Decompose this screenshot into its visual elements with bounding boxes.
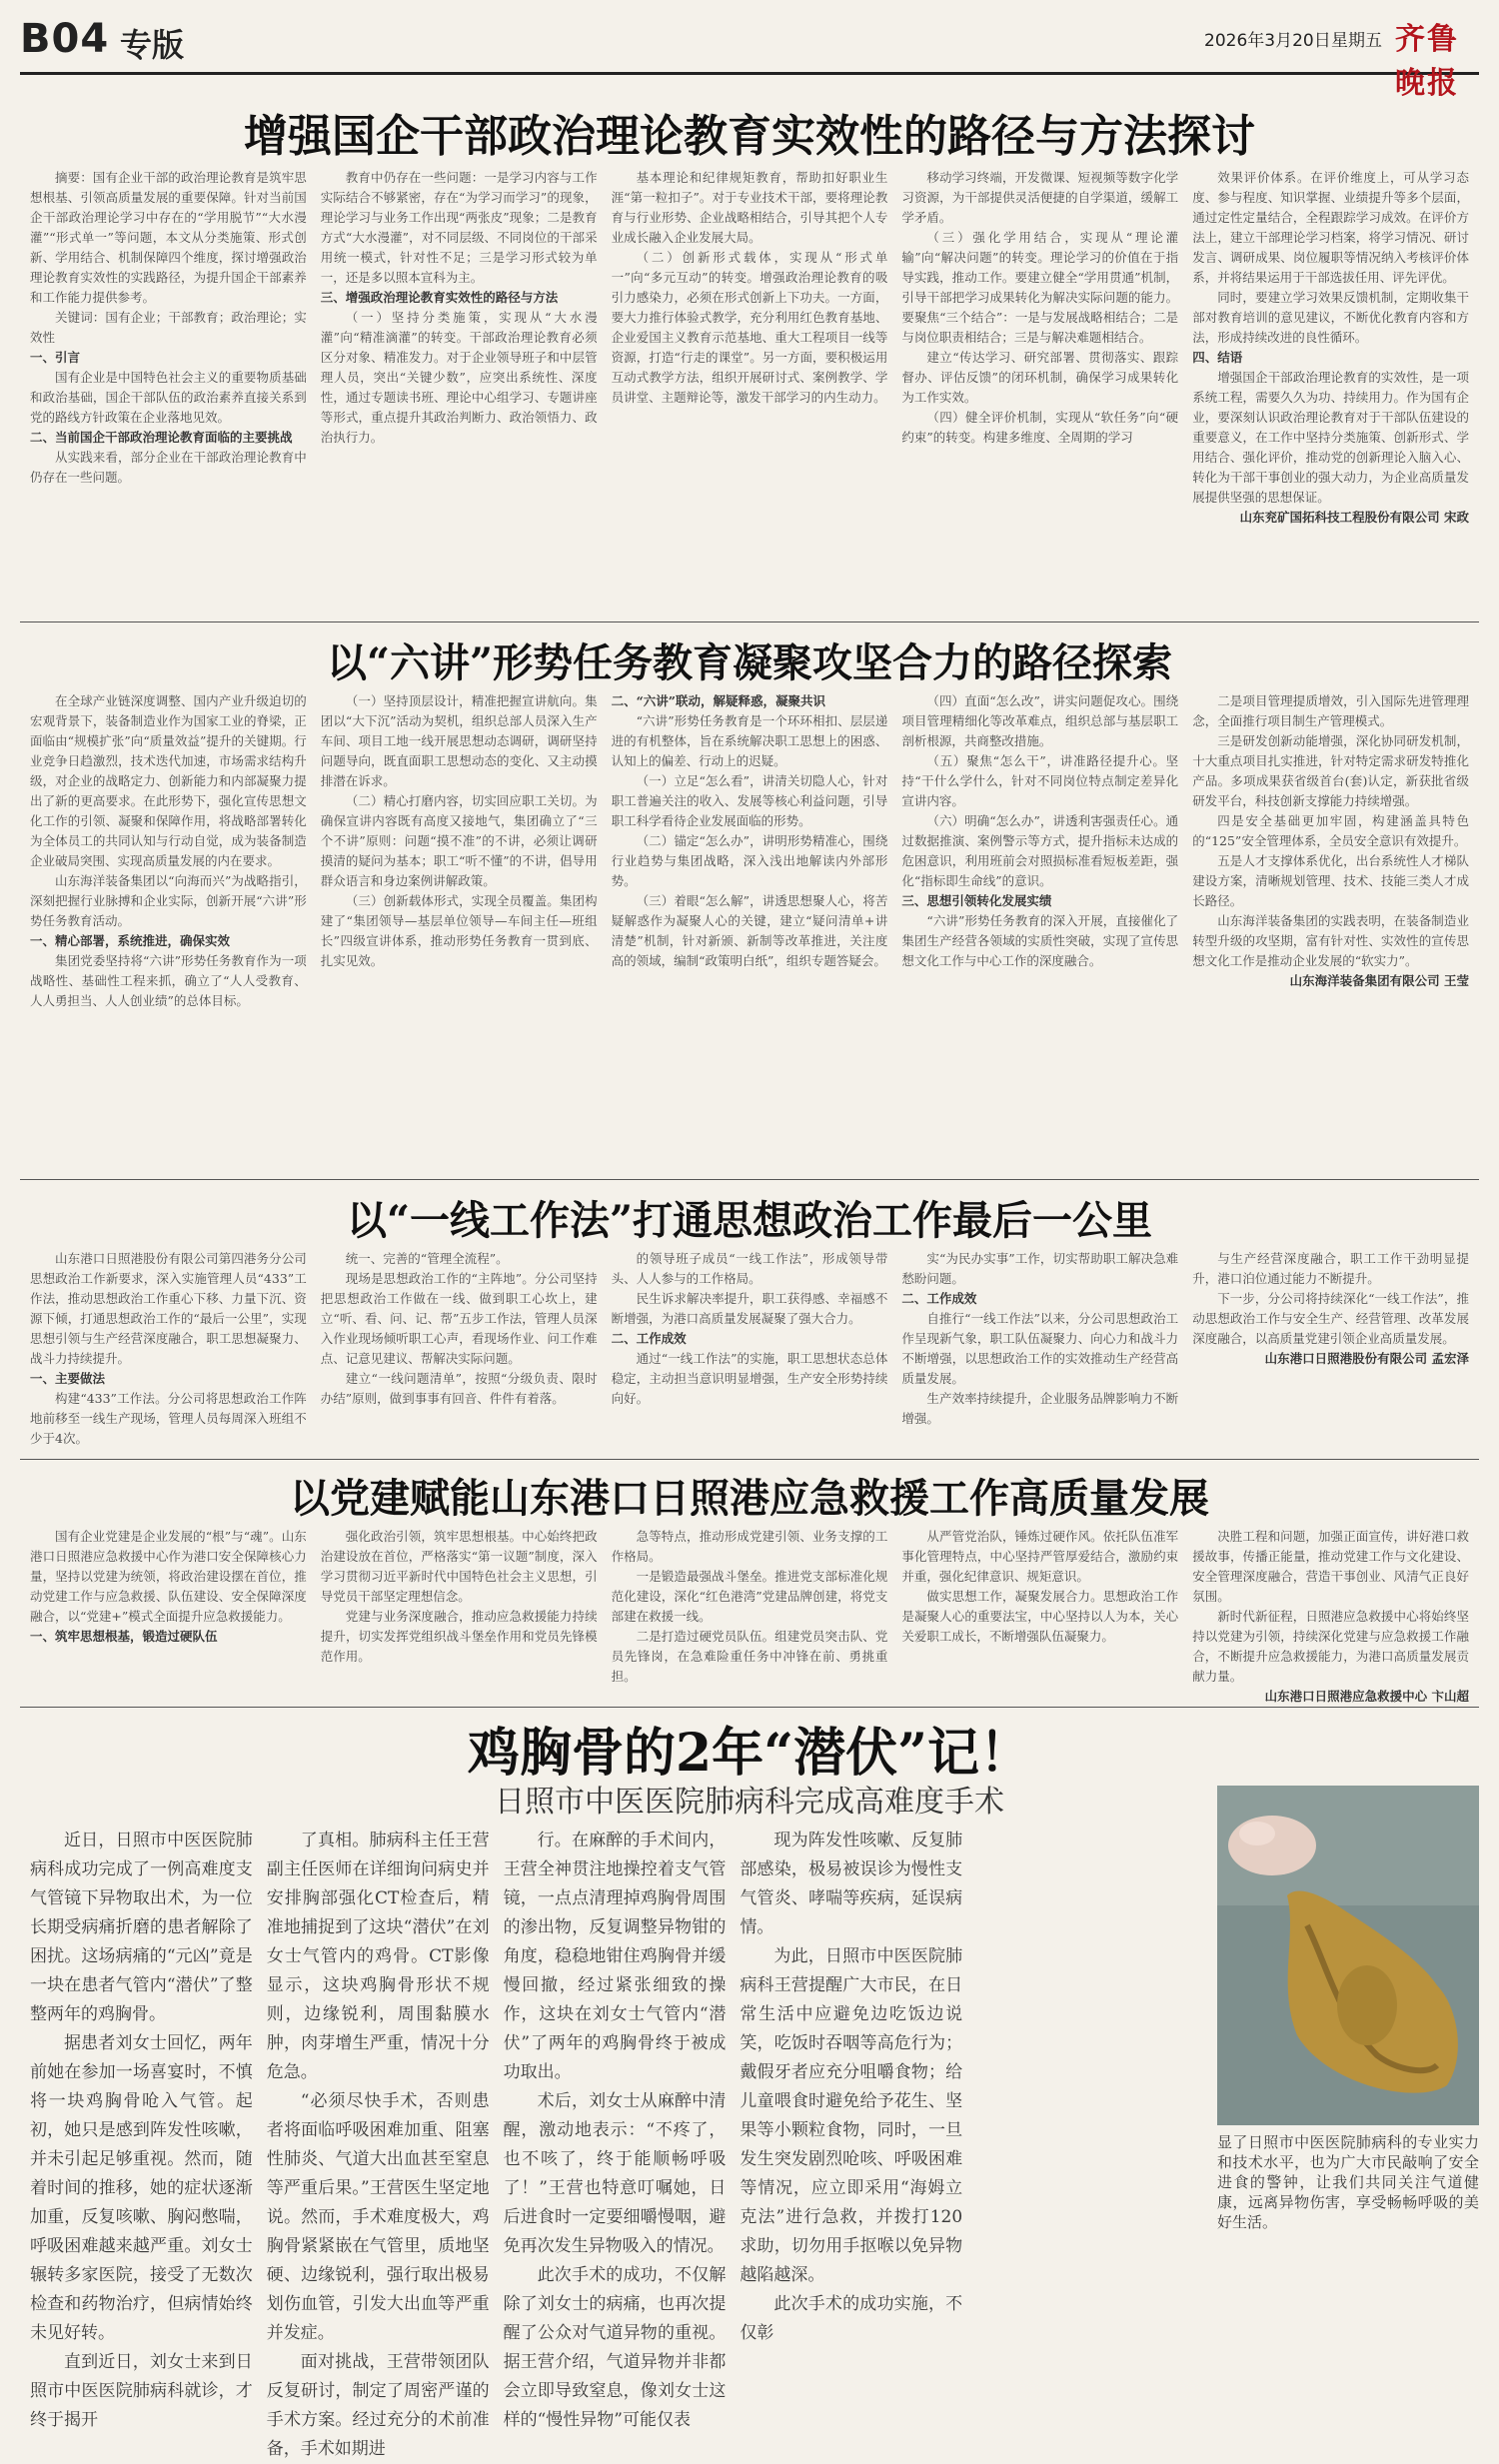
paragraph: （四）健全评价机制，实现从“软任务”向“硬约束”的转变。构建多维度、全周期的学习 <box>901 410 1179 445</box>
article1-column <box>612 168 888 608</box>
page-number: B04 <box>20 16 110 62</box>
paragraph: 二是项目管理提质增效，引入国际先进管理理念，全面推行项目制生产管理模式。 <box>1192 693 1469 728</box>
paragraph: （二）精心打磨内容，切实回应职工关切。为确保宣讲内容既有高度又接地气，集团确立了“三个不讲”原则：问题“摸不准”的不讲，必须让调研摸清的疑问为基本；职工“听不懂”的不讲，倡导用群众语言和身边案例讲解政策。 <box>320 793 598 888</box>
article5-column <box>976 1827 1199 2196</box>
article5-column <box>266 1827 490 2459</box>
paragraph: 从实践来看，部分企业在干部政治理论教育中仍存在一些问题。 <box>30 450 307 485</box>
paragraph: 现为阵发性咳嗽、反复肺部感染，极易被误诊为慢性支气管炎、哮喘等疾病，延误病情。 <box>740 1831 963 1937</box>
article4-column <box>612 1527 888 1697</box>
article5-title: 鸡胸骨的2年“潜伏”记！ <box>467 1723 1031 1784</box>
article3-column <box>901 1249 1178 1449</box>
article2-column <box>901 691 1178 1167</box>
paragraph: 二、当前国企干部政治理论教育面临的主要挑战 <box>30 430 293 445</box>
paragraph: 五是人才支撑体系优化，出台系统性人才梯队建设方案，清晰规划管理、技术、技能三类人才成长路径。 <box>1192 853 1469 908</box>
paragraph: 一是锻造最强战斗堡垒。推进党支部标准化规范化建设，深化“红色港湾”党建品牌创建，将党支部建在救援一线。 <box>611 1569 888 1624</box>
paragraph: “六讲”形势任务教育是一个环环相扣、层层递进的有机整体，旨在系统解决职工思想上的困惑、认知上的偏差、行动上的迟疑。 <box>611 713 888 768</box>
article4-column <box>1192 1527 1469 1704</box>
rule-4 <box>20 1707 1479 1708</box>
paragraph: 一、精心部署，系统推进，确保实效 <box>30 933 231 948</box>
paragraph: 二、“六讲”联动，解疑释惑，凝聚共识 <box>611 693 825 708</box>
article1-column <box>901 168 1178 608</box>
paragraph: 党建与业务深度融合，推动应急救援能力持续提升，切实发挥党组织战斗堡垒作用和党员先锋模范作用。 <box>320 1609 598 1664</box>
paragraph: 此次手术的成功，不仅解除了刘女士的病痛，也再次提醒了公众对气道异物的重视。据王营介绍，气道异物并非都会立即导致窒息，像刘女士这样的“慢性异物”可能仅表 <box>503 2265 727 2430</box>
article5-column <box>30 1827 253 2430</box>
paragraph: 构建“433”工作法。分公司将思想政治工作阵地前移至一线生产现场，管理人员每周深入班组不少于4次。 <box>30 1391 307 1446</box>
paragraph: 在全球产业链深度调整、国内产业升级迫切的宏观背景下，装备制造业作为国家工业的脊梁，正面临由“规模扩张”向“质量效益”提升的关键期。行业竞争日趋激烈，技术迭代加速，市场需求结构升级，对企业的战略定力、创新能力和内部凝聚力提出了新的更高要求。在此形势下，强化宣传思想文化工作的引领、凝聚和保障作用，将战略部署转化为全体员工的共同认知与行动自觉，成为装备制造企业破局突围、实现高质量发展的内在要求。 <box>30 693 307 868</box>
paragraph: 摘要：国有企业干部的政治理论教育是筑牢思想根基、引领高质量发展的重要保障。针对当前国企干部政治理论学习中存在的“学用脱节”“大水漫灌”“形式单一”等问题，本文从分类施策、形式创新、学用结合、机制保障四个维度，探讨增强政治理论教育实效性的实践路径，为提升国企干部素养和工作能力提供参考。 <box>30 170 307 305</box>
photo-caption: 显了日照市中医医院肺病科的专业实力和技术水平，也为广大市民敲响了安全进食的警钟，让我们共同关注气道健康，远离异物伤害，享受畅畅呼吸的美好生活。 <box>1217 2133 1479 2231</box>
paragraph: 据患者刘女士回忆，两年前她在参加一场喜宴时，不慎将一块鸡胸骨呛入气管。起初，她只是感到阵发性咳嗽，并未引起足够重视。然而，随着时间的推移，她的症状逐渐加重，反复咳嗽、胸闷憋喘，呼吸困难越来越严重。刘女士辗转多家医院，接受了无数次检查和药物治疗，但病情始终未见好转。 <box>30 2033 253 2343</box>
paragraph: （一）坚持分类施策，实现从“大水漫灌”向“精准滴灌”的转变。干部政治理论教育必须区分对象、精准发力。对于企业领导班子和中层管理人员，突出“关键少数”，应突出系统性、深度性，通过专题读书班、理论中心组学习、专题讲座等形式，重点提升其政治判断力、政治领悟力、政治执行力。 <box>320 310 598 445</box>
paragraph: 从严管党治队，锤炼过硬作风。依托队伍准军事化管理特点，中心坚持严管厚爱结合，激励约束并重，强化纪律意识、规矩意识。 <box>901 1529 1179 1584</box>
paragraph: 基本理论和纪律规矩教育，帮助扣好职业生涯“第一粒扣子”。对于专业技术干部，要将理论教育与行业形势、企业战略相结合，引导其把个人专业成长融入企业发展大局。 <box>611 170 888 245</box>
rule-2 <box>20 1179 1479 1180</box>
paragraph: 教育中仍存在一些问题：一是学习内容与工作实际结合不够紧密，存在“为学习而学习”的现象，理论学习与业务工作出现“两张皮”现象；二是教育方式“大水漫灌”，对不同层级、不同岗位的干部采用统一模式，针对性不足；三是学习形式较为单一，还是多以照本宣科为主。 <box>320 170 598 285</box>
paragraph: 山东港口日照港应急救援中心 卞山超 <box>1264 1689 1469 1704</box>
paragraph: 移动学习终端，开发微课、短视频等数字化学习资源，为干部提供灵活便捷的自学渠道，缓解工学矛盾。 <box>901 170 1179 225</box>
paragraph: 山东海洋装备集团的实践表明，在装备制造业转型升级的攻坚期，富有针对性、实效性的宣传思想文化工作是推动企业发展的“软实力”。 <box>1192 913 1469 968</box>
chicken-bone-photo <box>1217 1786 1479 2125</box>
paragraph: 近日，日照市中医医院肺病科成功完成了一例高难度支气管镜下异物取出术，为一位长期受病痛折磨的患者解除了困扰。这场病痛的“元凶”竟是一块在患者气管内“潜伏”了整整两年的鸡胸骨。 <box>30 1831 253 2024</box>
article1-column <box>30 168 307 608</box>
article2-column <box>321 691 598 1167</box>
article1-column <box>1192 168 1469 608</box>
paragraph: 决胜工程和问题，加强正面宣传，讲好港口救援故事，传播正能量，推动党建工作与文化建设、安全管理深度融合，营造干事创业、风清气正良好氛围。 <box>1192 1529 1469 1604</box>
paragraph: 山东海洋装备集团有限公司 王莹 <box>1289 973 1469 988</box>
paragraph: 行。在麻醉的手术间内，王营全神贯注地操控着支气管镜，一点点清理掉鸡胸骨周围的渗出物，反复调整异物钳的角度，稳稳地钳住鸡胸骨并缓慢回撤，经过紧张细致的操作，这块在刘女士气管内“潜伏”了两年的鸡胸骨终于被成功取出。 <box>503 1831 727 2082</box>
paragraph: （三）强化学用结合，实现从“理论灌输”向“解决问题”的转变。理论学习的价值在于指导实践，推动工作。要建立健全“学用贯通”机制，引导干部把学习成果转化为解决实际问题的能力。要聚焦“三个结合”：一是与发展战略相结合；二是与岗位职责相结合；三是与解决难题相结合。 <box>901 230 1179 345</box>
paragraph: （五）聚焦“怎么干”，讲准路径提升心。坚持“干什么学什么，针对不同岗位特点制定差异化宣讲内容。 <box>901 753 1179 808</box>
paragraph: （一）坚持顶层设计，精准把握宣讲航向。集团以“大下沉”活动为契机，组织总部人员深入生产车间、项目工地一线开展思想动态调研，调研坚持问题导向，既直面职工思想动态的变化、又主动摸排潜在诉求。 <box>320 693 598 788</box>
paragraph: 一、引言 <box>30 350 81 365</box>
article4-title: 以党建赋能山东港口日照港应急救援工作高质量发展 <box>290 1475 1209 1522</box>
paragraph: 术后，刘女士从麻醉中清醒，激动地表示：“不疼了，也不咳了，终于能顺畅呼吸了！”王营也特意叮嘱她，日后进食时一定要细嚼慢咽，避免再次发生异物吸入的情况。 <box>503 2091 727 2256</box>
paragraph: 三、增强政治理论教育实效性的路径与方法 <box>320 290 559 305</box>
paragraph: （三）着眼“怎么解”，讲透思想聚人心，将苦疑解惑作为凝聚人心的关键，建立“疑问清单+讲清楚”机制，针对新颁、新制等改革推进，关注度高的领域，编制“政策明白纸”，组织专题答疑会。 <box>611 893 888 968</box>
paragraph: 建立“传达学习、研究部署、贯彻落实、跟踪督办、评估反馈”的闭环机制，确保学习成果转化为工作实效。 <box>901 350 1179 405</box>
issue-date: 2026年3月20日 <box>1204 31 1331 51</box>
article2-column <box>1192 691 1469 1167</box>
article2-title: 以“六讲”形势任务教育凝聚攻坚合力的路径探索 <box>326 639 1172 686</box>
paragraph: 统一、完善的“管理全流程”。 <box>345 1251 509 1266</box>
paragraph: 四是安全基础更加牢固，构建涵盖具特色的“125”安全管理体系，全员安全意识有效提升。 <box>1192 813 1469 848</box>
paragraph: 山东兖矿国拓科技工程股份有限公司 宋政 <box>1239 510 1469 525</box>
paragraph: （四）直面“怎么改”，讲实问题促攻心。围绕项目管理精细化等改革难点，组织总部与基层职工剖析根源，共商整改措施。 <box>901 693 1179 748</box>
article3-column <box>321 1249 598 1449</box>
paragraph: 为此，日照市中医医院肺病科王营提醒广大市民，在日常生活中应避免边吃饭边说笑，吃饭时吞咽等高危行为；戴假牙者应充分咀嚼食物；给儿童喂食时避免给予花生、坚果等小颗粒食物，同时，一旦发生突发剧烈呛咳、呼吸困难等情况，应立即采用“海姆立克法”进行急救，并拨打120求助，切勿用手抠喉以免异物越陷越深。 <box>740 1946 963 2285</box>
paragraph: （二）创新形式载体，实现从“形式单一”向“多元互动”的转变。增强政治理论教育的吸引力感染力，必须在形式创新上下功夫。一方面，要大力推行体验式教学，充分利用红色教育基地、企业爱国主义教育示范基地、重大工程项目一线等资源，打造“行走的课堂”。另一方面，要积极运用互动式教学方法，组织开展研讨式、案例教学、学员讲堂、主题辩论等，激发干部学习的内生动力。 <box>611 250 888 405</box>
paragraph: 二、工作成效 <box>611 1331 687 1346</box>
paragraph: 三是研发创新动能增强，深化协同研发机制，十大重点项目扎实推进，针对特定需求研发特推化产品。多项成果获省级首台(套)认定，新获批省级研发平台，科技创新支撑能力持续增强。 <box>1192 733 1469 808</box>
article1-title: 增强国企干部政治理论教育实效性的路径与方法探讨 <box>244 111 1255 162</box>
paragraph: 关键词：国有企业；干部教育；政治理论；实效性 <box>30 310 307 345</box>
paragraph: 直到近日，刘女士来到日照市中医医院肺病科就诊，才终于揭开 <box>30 2352 253 2430</box>
paragraph: （六）明确“怎么办”，讲透利害强责任心。通过数据推演、案例警示等方式，提升指标未达成的危困意识，利用班前会对照损标准看短板差距，强化“指标即生命线”的意识。 <box>901 813 1179 888</box>
paragraph: 三、思想引领转化发展实绩 <box>901 893 1052 908</box>
article4-body <box>30 1527 1469 1704</box>
paragraph: 强化政治引领，筑牢思想根基。中心始终把政治建设放在首位，严格落实“第一议题”制度，深入学习贯彻习近平新时代中国特色社会主义思想，引导党员干部坚定理想信念。 <box>320 1529 598 1604</box>
paragraph: 面对挑战，王营带领团队反复研讨，制定了周密严谨的手术方案。经过充分的术前准备，手术如期进 <box>266 2352 490 2459</box>
paragraph: 与生产经营深度融合，职工工作干劲明显提升，港口泊位通过能力不断提升。 <box>1192 1251 1469 1286</box>
paragraph: 建立“一线问题清单”，按照“分级负责、限时办结”原则，做到事事有回音、件件有着落。 <box>320 1371 598 1406</box>
paragraph: 一、主要做法 <box>30 1371 106 1386</box>
article3-column <box>30 1249 307 1449</box>
paragraph: 国有企业党建是企业发展的“根”与“魂”。山东港口日照港应急救援中心作为港口安全保障核心力量，坚持以党建为统领，将政治建设摆在首位，推动党建工作与应急救援、队伍建设、安全保障深度融合，以“党建+”模式全面提升应急救援能力。 <box>30 1529 307 1624</box>
article5-subtitle: 日照市中医医院肺病科完成高难度手术 <box>495 1785 1004 1820</box>
paragraph: 增强国企干部政治理论教育的实效性，是一项系统工程，需要久久为功、持续用力。作为国有企业，要深刻认识政治理论教育对于干部队伍建设的重要意义，在工作中坚持分类施策、创新形式、学用结合、强化评价，推动党的创新理论入脑入心、转化为干部干事创业的强大动力，为企业高质量发展提供坚强的思想保证。 <box>1192 370 1469 505</box>
article4-column <box>321 1527 598 1697</box>
article5-column <box>503 1827 727 2430</box>
paragraph: 通过“一线工作法”的实施，职工思想状态总体稳定，主动担当意识明显增强，生产安全形势持续向好。 <box>611 1351 888 1406</box>
paragraph: 做实思想工作，凝聚发展合力。思想政治工作是凝聚人心的重要法宝，中心坚持以人为本，关心关爱职工成长，不断增强队伍凝聚力。 <box>901 1589 1179 1644</box>
article2-column <box>30 691 307 1167</box>
paragraph: 四、结语 <box>1192 350 1243 365</box>
paragraph: 山东港口日照港股份有限公司第四港务分公司思想政治工作新要求，深入实施管理人员“433”工作法，推动思想政治工作重心下移、力量下沉、资源下倾，打通思想政治工作的“最后一公里”，实现思想引领与生产经营深度融合，职工思想凝聚力、战斗力持续提升。 <box>30 1251 307 1366</box>
rule-3 <box>20 1459 1479 1460</box>
section-name: 专版 <box>120 26 185 64</box>
paragraph: （三）创新载体形式，实现全员覆盖。集团构建了“集团领导—基层单位领导—车间主任—班组长”四级宣讲体系，推动形势任务教育一贯到底、扎实见效。 <box>320 893 598 968</box>
rule-1 <box>20 621 1479 622</box>
article2-body <box>30 691 1469 1167</box>
article5-column <box>740 1827 963 2343</box>
article3-body <box>30 1249 1469 1449</box>
paragraph: （一）立足“怎么看”，讲清关切隐人心，针对职工普遍关注的收入、发展等核心利益问题，引导职工科学看待企业发展面临的形势。 <box>611 773 888 828</box>
paragraph: 山东港口日照港股份有限公司 孟宏泽 <box>1264 1351 1469 1366</box>
paragraph: （二）锚定“怎么办”，讲明形势精准心，围绕行业趋势与集团战略，深入浅出地解读内外部形势。 <box>611 833 888 888</box>
paragraph: 二、工作成效 <box>901 1291 977 1306</box>
paragraph: 下一步，分公司将持续深化“一线工作法”，推动思想政治工作与安全生产、经营管理、改革发展深度融合，以高质量党建引领企业高质量发展。 <box>1192 1291 1469 1346</box>
paragraph: 效果评价体系。在评价维度上，可从学习态度、参与程度、知识掌握、业绩提升等多个层面，通过定性定量结合，全程跟踪学习成效。在评价方法上，建立干部理论学习档案，将学习情况、研讨发言、调研成果、岗位履职等情况纳入考核评价体系，并将结果运用于干部选拔任用、评先评优。 <box>1192 170 1469 285</box>
article1-column <box>321 168 598 608</box>
paragraph: 山东海洋装备集团以“向海而兴”为战略指引，深刻把握行业脉搏和企业实际，创新开展“六讲”形势任务教育活动。 <box>30 873 307 928</box>
paragraph: 现场是思想政治工作的“主阵地”。分公司坚持把思想政治工作做在一线、做到职工心坎上，建立“听、看、问、记、帮”五步工作法，管理人员深入作业现场倾听职工心声，看现场作业、问工作难点、记意见建议、帮解决实际问题。 <box>320 1271 598 1366</box>
paragraph: “六讲”形势任务教育的深入开展，直接催化了集团生产经营各领域的实质性突破，实现了宣传思想文化工作与中心工作的深度融合。 <box>901 913 1179 968</box>
paragraph: 生产效率持续提升，企业服务品牌影响力不断增强。 <box>901 1391 1179 1426</box>
paragraph: 的领导班子成员“一线工作法”，形成领导带头、人人参与的工作格局。 <box>611 1251 888 1286</box>
paragraph: 二是打造过硬党员队伍。组建党员突击队、党员先锋岗，在急难险重任务中冲锋在前、勇挑重担。 <box>611 1629 888 1684</box>
article2-column <box>612 691 888 1167</box>
article3-column <box>1192 1249 1469 1449</box>
paragraph: 急等特点，推动形成党建引领、业务支撑的工作格局。 <box>611 1529 888 1564</box>
paragraph: 实“为民办实事”工作，切实帮助职工解决急难愁盼问题。 <box>901 1251 1179 1286</box>
paragraph: “必须尽快手术，否则患者将面临呼吸困难加重、阻塞性肺炎、气道大出血甚至窒息等严重后果。”王营医生坚定地说。然而，手术难度极大，鸡胸骨紧紧嵌在气管里，质地坚硬、边缘锐利，强行取出极易划伤血管，引发大出血等严重并发症。 <box>266 2091 490 2343</box>
article3-title: 以“一线工作法”打通思想政治工作最后一公里 <box>346 1197 1152 1244</box>
paragraph: 国有企业是中国特色社会主义的重要物质基础和政治基础，国企干部队伍的政治素养直接关系到党的路线方针政策在企业落地见效。 <box>30 370 307 425</box>
article4-column <box>30 1527 307 1697</box>
paragraph: 一、筑牢思想根基，锻造过硬队伍 <box>30 1629 218 1644</box>
article3-column <box>612 1249 888 1449</box>
issue-weekday: 星期五 <box>1331 31 1382 51</box>
paragraph: 民生诉求解决率提升，职工获得感、幸福感不断增强，为港口高质量发展凝聚了强大合力。 <box>611 1291 888 1326</box>
paragraph: 此次手术的成功实施，不仅彰 <box>740 2294 963 2343</box>
article4-column <box>901 1527 1178 1697</box>
paragraph: 同时，要建立学习效果反馈机制，定期收集干部对教育培训的意见建议，不断优化教育内容和方法，形成持续改进的良性循环。 <box>1192 290 1469 345</box>
article1-body <box>30 168 1469 608</box>
paragraph: 新时代新征程，日照港应急救援中心将始终坚持以党建为引领，持续深化党建与应急救援工作融合，不断提升应急救援能力，为港口高质量发展贡献力量。 <box>1192 1609 1469 1684</box>
newspaper-logo: 齐鲁晚报 <box>1395 22 1459 101</box>
masthead <box>20 14 1479 101</box>
article5-body <box>30 1827 1199 2459</box>
paragraph: 集团党委坚持将“六讲”形势任务教育作为一项战略性、基础性工程来抓，确立了“人人受教育、人人勇担当、人人创业绩”的总体目标。 <box>30 953 307 1008</box>
paragraph: 了真相。肺病科主任王营副主任医师在详细询问病史并安排胸部强化CT检查后，精准地捕捉到了这块“潜伏”在刘女士气管内的鸡骨。CT影像显示，这块鸡胸骨形状不规则，边缘锐利，周围黏膜水肿，肉芽增生严重，情况十分危急。 <box>266 1831 490 2082</box>
paragraph: 自推行“一线工作法”以来，分公司思想政治工作呈现新气象，职工队伍凝聚力、向心力和战斗力不断增强，以思想政治工作的实效推动生产经营高质量发展。 <box>901 1311 1179 1386</box>
